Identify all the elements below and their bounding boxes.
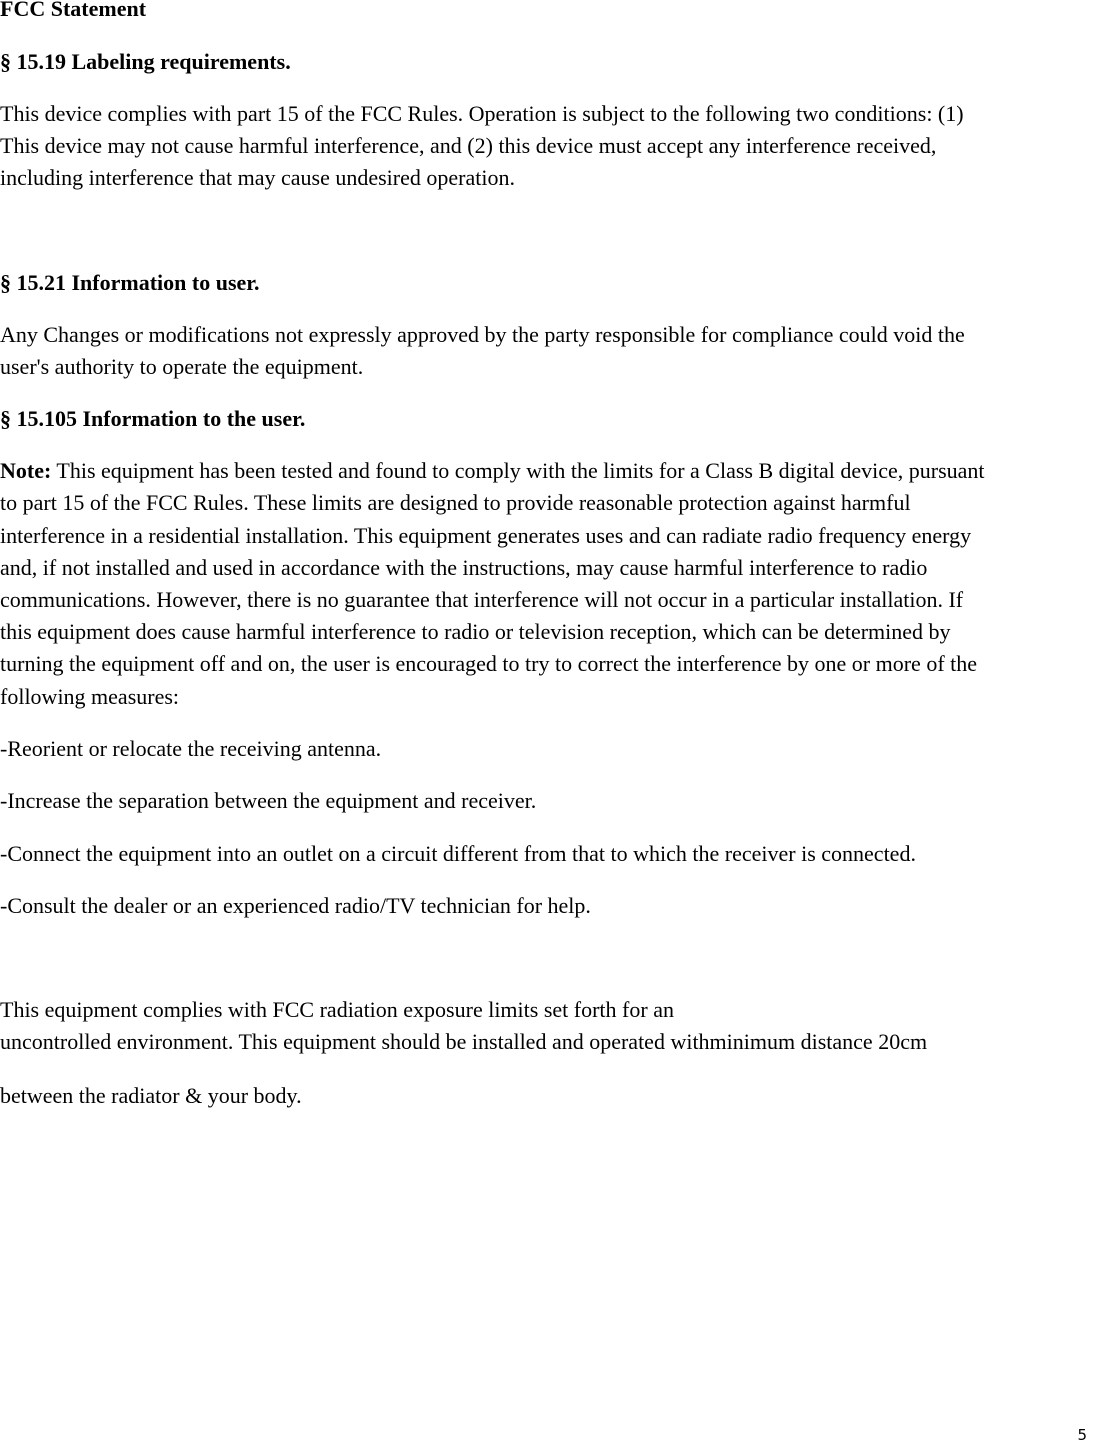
measure-item: -Consult the dealer or an experienced radio/TV technician for help. [0, 893, 591, 918]
radiation-line: uncontrolled environment. This equipment should be installed and operated withminimum distance 20cm [0, 1029, 928, 1054]
measure-item: -Connect the equipment into an outlet on a circuit different from that to which the receiver is connected. [0, 841, 916, 866]
section-15-19-line: This device may not cause harmful interference, and (2) this device must accept any interference received, [0, 133, 937, 158]
document-title: FCC Statement [0, 0, 147, 21]
section-15-19-line: This device complies with part 15 of the FCC Rules. Operation is subject to the following two conditions: (1) [0, 101, 964, 126]
note-text: This equipment has been tested and found to comply with the limits for a Class B digital device, pursuant [51, 458, 985, 483]
measure-item: -Reorient or relocate the receiving antenna. [0, 736, 382, 761]
section-15-105-line: this equipment does cause harmful interference to radio or television reception, which can be determined by [0, 619, 951, 644]
radiation-line: between the radiator & your body. [0, 1083, 302, 1108]
section-15-21-line: user's authority to operate the equipment. [0, 354, 364, 379]
section-15-105-note [0, 458, 985, 484]
note-label: Note: [0, 458, 52, 483]
section-15-105-heading: § 15.105 Information to the user. [0, 406, 306, 431]
section-15-105-line: interference in a residential installation. This equipment generates uses and can radiate radio frequency energy [0, 523, 972, 548]
radiation-line: This equipment complies with FCC radiation exposure limits set forth for an [0, 997, 674, 1022]
section-15-21-line: Any Changes or modifications not expressly approved by the party responsible for compliance could void the [0, 322, 965, 347]
section-15-105-line: following measures: [0, 684, 180, 709]
measure-item: -Increase the separation between the equipment and receiver. [0, 788, 537, 813]
section-15-19-heading: § 15.19 Labeling requirements. [0, 49, 291, 74]
section-15-105-line: turning the equipment off and on, the user is encouraged to try to correct the interference by one or more of the [0, 651, 978, 676]
section-15-105-line: to part 15 of the FCC Rules. These limits are designed to provide reasonable protection against harmful [0, 490, 911, 515]
section-15-105-line: communications. However, there is no guarantee that interference will not occur in a particular installation. If [0, 587, 964, 612]
page-number: 5 [1077, 1426, 1087, 1444]
section-15-105-line: and, if not installed and used in accordance with the instructions, may cause harmful interference to radio [0, 555, 928, 580]
section-15-19-line: including interference that may cause undesired operation. [0, 165, 515, 190]
section-15-21-heading: § 15.21 Information to user. [0, 270, 260, 295]
